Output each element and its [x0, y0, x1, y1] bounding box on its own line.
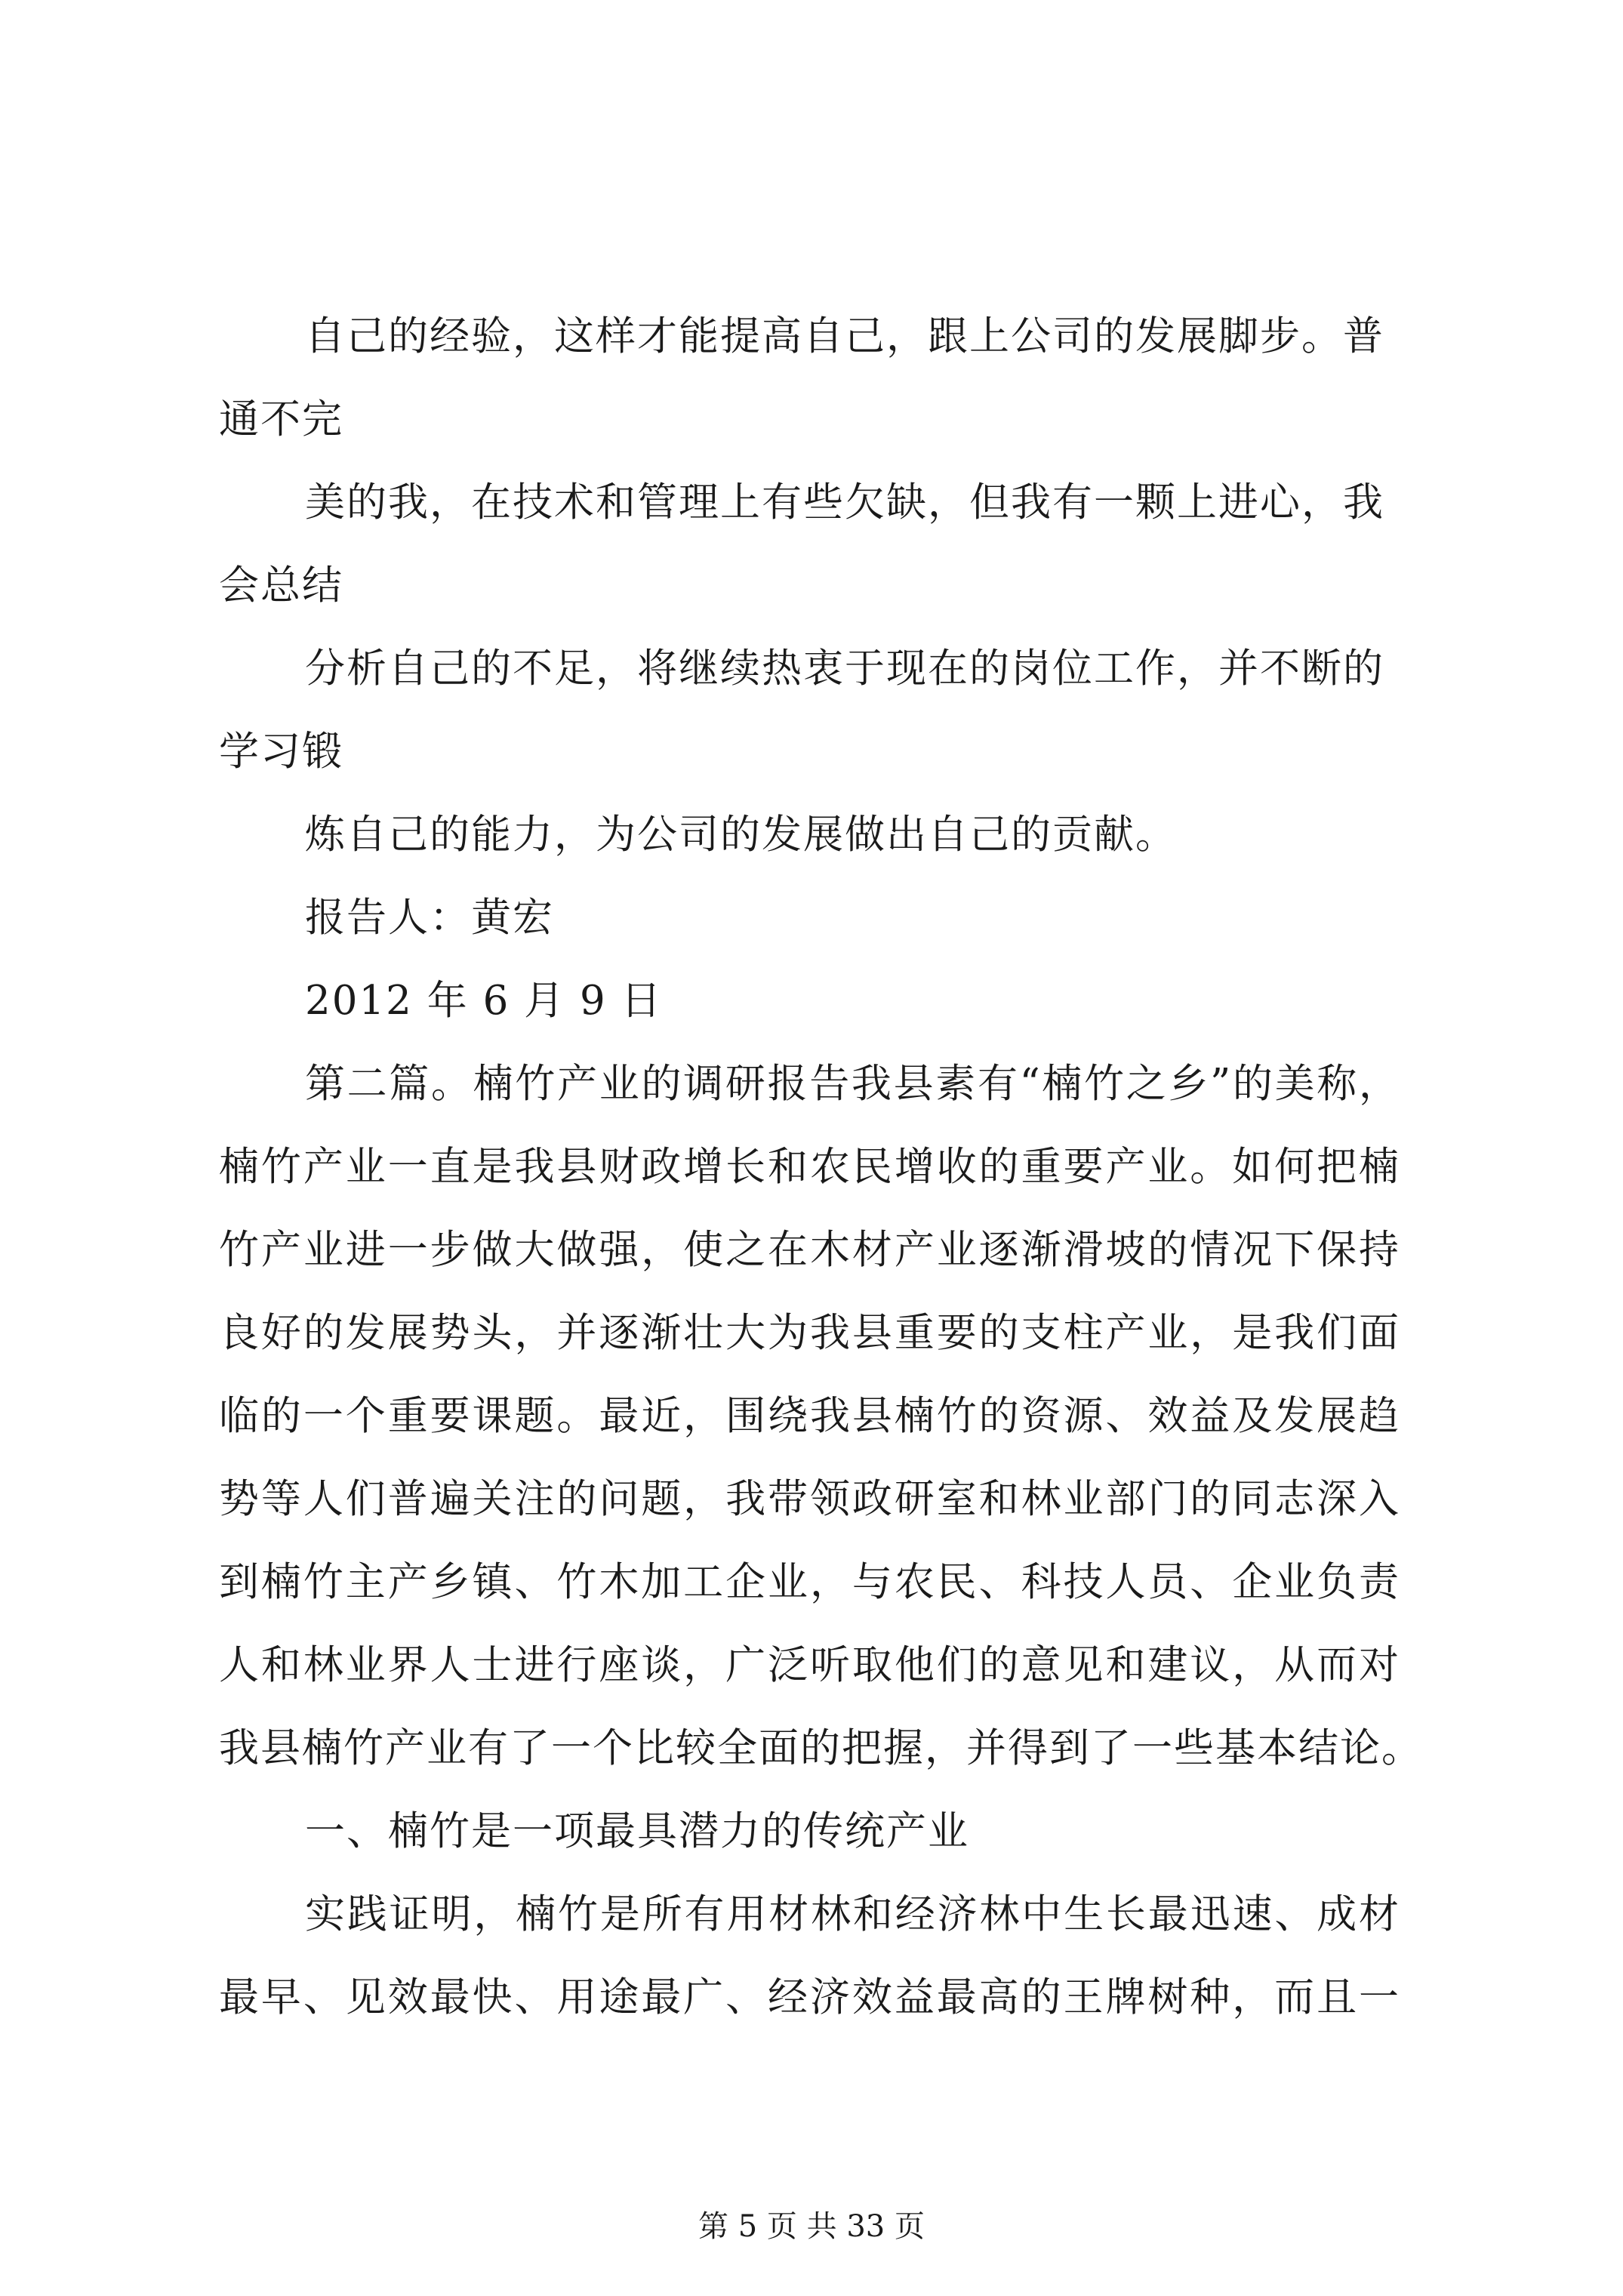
- paragraph-line: 通不完: [219, 396, 343, 442]
- paragraph-line: 第二篇。楠竹产业的调研报告我县素有“楠竹之乡”的美称，: [305, 1061, 1400, 1107]
- paragraph-line: 良好的发展势头，并逐渐壮大为我县重要的支柱产业，是我们面: [219, 1310, 1400, 1356]
- practice-paragraph: [219, 1891, 1400, 2057]
- paragraph-line: 到楠竹主产乡镇、竹木加工企业，与农民、科技人员、企业负责: [219, 1559, 1400, 1605]
- paragraph-line: 美的我，在技术和管理上有些欠缺，但我有一颗上进心，我: [305, 479, 1384, 525]
- paragraph-line: 分析自己的不足，将继续热衷于现在的岗位工作，并不断的: [305, 646, 1384, 692]
- paragraph-line: 我县楠竹产业有了一个比较全面的把握，并得到了一些基本结论。: [219, 1725, 1423, 1771]
- paragraph-line: 炼自己的能力，为公司的发展做出自己的贡献。: [305, 812, 1177, 858]
- paragraph-line: 楠竹产业一直是我县财政增长和农民增收的重要产业。如何把楠: [219, 1144, 1400, 1190]
- paragraph-line: 自己的经验，这样才能提高自己，跟上公司的发展脚步。普: [305, 313, 1384, 359]
- paragraph-line: 会总结: [219, 562, 343, 609]
- paragraph-line: 学习锻: [219, 729, 343, 775]
- date-line: 2012 年 6 月 9 日: [305, 978, 663, 1024]
- section2-paragraph: [219, 1060, 1423, 1808]
- paragraph-line: 势等人们普遍关注的问题，我带领政研室和林业部门的同志深入: [219, 1476, 1400, 1522]
- page-footer: 第 5 页 共 33 页: [698, 2209, 925, 2244]
- paragraph-line: 最早、见效最快、用途最广、经济效益最高的王牌树种，而且一: [219, 1974, 1400, 2020]
- section-heading: 一、楠竹是一项最具潜力的传统产业: [305, 1808, 969, 1854]
- paragraph-line: 竹产业进一步做大做强，使之在木材产业逐渐滑坡的情况下保持: [219, 1227, 1400, 1273]
- paragraph-line: 实践证明，楠竹是所有用材林和经济林中生长最迅速、成材: [305, 1891, 1400, 1937]
- paragraph-line: 临的一个重要课题。最近，围绕我县楠竹的资源、效益及发展趋: [219, 1393, 1400, 1439]
- reporter-line: 报告人：黄宏: [305, 895, 554, 941]
- paragraph-line: 人和林业界人士进行座谈，广泛听取他们的意见和建议，从而对: [219, 1642, 1400, 1688]
